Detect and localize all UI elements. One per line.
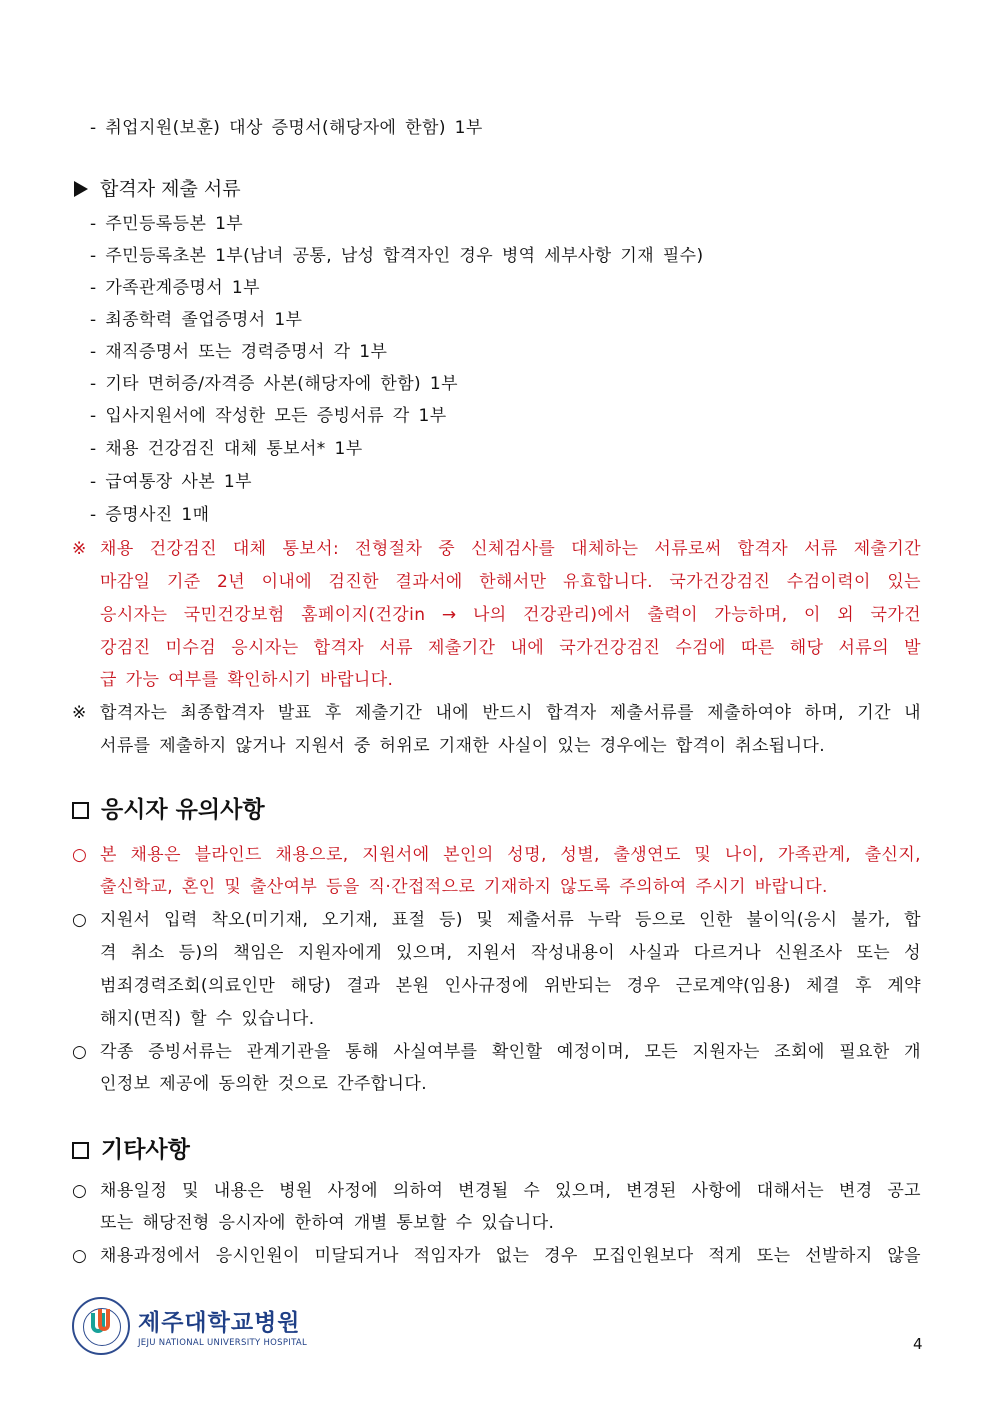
note-marker: ※	[72, 703, 87, 723]
logo-korean-name: 제주대학교병원	[138, 1310, 301, 1336]
note-line: 채용 건강검진 대체 통보서: 전형절차 중 신체검사를 대체하는 서류로써 합격자 서류 제출기간	[100, 539, 921, 559]
list-item: - 채용 건강검진 대체 통보서* 1부	[90, 439, 363, 459]
triangle-bullet-icon	[74, 181, 88, 197]
paragraph-line: 채용과정에서 응시인원이 미달되거나 적임자가 없는 경우 모집인원보다 적게 또는 선발하지 않을	[100, 1246, 921, 1266]
paragraph-line: 또는 해당전형 응시자에 한하여 개별 통보할 수 있습니다.	[100, 1213, 555, 1233]
section-heading-caution	[72, 795, 265, 825]
list-item: - 입사지원서에 작성한 모든 증빙서류 각 1부	[90, 406, 447, 426]
list-item: - 취업지원(보훈) 대상 증명서(해당자에 한함) 1부	[90, 118, 483, 138]
square-bullet-icon	[72, 802, 89, 819]
logo-english-name: JEJU NATIONAL UNIVERSITY HOSPITAL	[138, 1338, 308, 1348]
section-heading-submit	[74, 176, 241, 202]
page-number: 4	[913, 1335, 923, 1353]
section-title: 기타사항	[101, 1137, 190, 1163]
circle-bullet-icon: ○	[72, 1181, 87, 1201]
paragraph-line: 각종 증빙서류는 관계기관을 통해 사실여부를 확인할 예정이며, 모든 지원자는 조회에 필요한 개	[100, 1042, 921, 1062]
section-title: 응시자 유의사항	[101, 797, 265, 823]
note-line: 합격자는 최종합격자 발표 후 제출기간 내에 반드시 합격자 제출서류를 제출하여야 하며, 기간 내	[100, 703, 921, 723]
list-item: - 주민등록등본 1부	[90, 214, 244, 234]
paragraph-line: 격 취소 등)의 책임은 지원자에게 있으며, 지원서 작성내용이 사실과 다르거나 신원조사 또는 성	[100, 943, 921, 963]
hospital-logo	[72, 1297, 307, 1355]
circle-bullet-icon: ○	[72, 1246, 87, 1266]
section-title: 합격자 제출 서류	[100, 178, 241, 200]
circle-bullet-icon: ○	[72, 910, 87, 930]
circle-bullet-icon: ○	[72, 1042, 87, 1062]
note-line: 서류를 제출하지 않거나 지원서 중 허위로 기재한 사실이 있는 경우에는 합격이 취소됩니다.	[100, 736, 826, 756]
paragraph-line: 범죄경력조회(의료인만 해당) 결과 본원 인사규정에 위반되는 경우 근로계약(임용) 체결 후 계약	[100, 976, 921, 996]
note-line: 응시자는 국민건강보험 홈페이지(건강in → 나의 건강관리)에서 출력이 가능하며, 이 외 국가건	[100, 605, 921, 625]
list-item: - 증명사진 1매	[90, 505, 210, 525]
list-item: - 기타 면허증/자격증 사본(해당자에 한함) 1부	[90, 374, 458, 394]
note-line: 마감일 기준 2년 이내에 검진한 결과서에 한해서만 유효합니다. 국가건강검진 수검이력이 있는	[100, 572, 921, 592]
section-heading-etc	[72, 1135, 190, 1165]
square-bullet-icon	[72, 1142, 89, 1159]
note-line: 급 가능 여부를 확인하시기 바랍니다.	[100, 670, 394, 690]
list-item: - 급여통장 사본 1부	[90, 472, 252, 492]
list-item: - 가족관계증명서 1부	[90, 278, 260, 298]
list-item: - 최종학력 졸업증명서 1부	[90, 310, 303, 330]
note-marker: ※	[72, 539, 87, 559]
list-item: - 주민등록초본 1부(남녀 공통, 남성 합격자인 경우 병역 세부사항 기재 필수)	[90, 246, 704, 266]
list-item: - 재직증명서 또는 경력증명서 각 1부	[90, 342, 388, 362]
circle-bullet-icon: ○	[72, 845, 87, 865]
paragraph-line: 본 채용은 블라인드 채용으로, 지원서에 본인의 성명, 성별, 출생연도 및 나이, 가족관계, 출신지,	[100, 845, 921, 865]
hospital-seal-icon	[72, 1297, 130, 1355]
note-line: 강검진 미수검 응시자는 합격자 서류 제출기간 내에 국가건강검진 수검에 따른 해당 서류의 발	[100, 638, 921, 658]
paragraph-line: 채용일정 및 내용은 병원 사정에 의하여 변경될 수 있으며, 변경된 사항에 대해서는 변경 공고	[100, 1181, 921, 1201]
paragraph-line: 출신학교, 혼인 및 출산여부 등을 직·간접적으로 기재하지 않도록 주의하여 주시기 바랍니다.	[100, 877, 828, 897]
paragraph-line: 해지(면직) 할 수 있습니다.	[100, 1009, 315, 1029]
paragraph-line: 인정보 제공에 동의한 것으로 간주합니다.	[100, 1074, 427, 1094]
paragraph-line: 지원서 입력 착오(미기재, 오기재, 표절 등) 및 제출서류 누락 등으로 인한 불이익(응시 불가, 합	[100, 910, 921, 930]
